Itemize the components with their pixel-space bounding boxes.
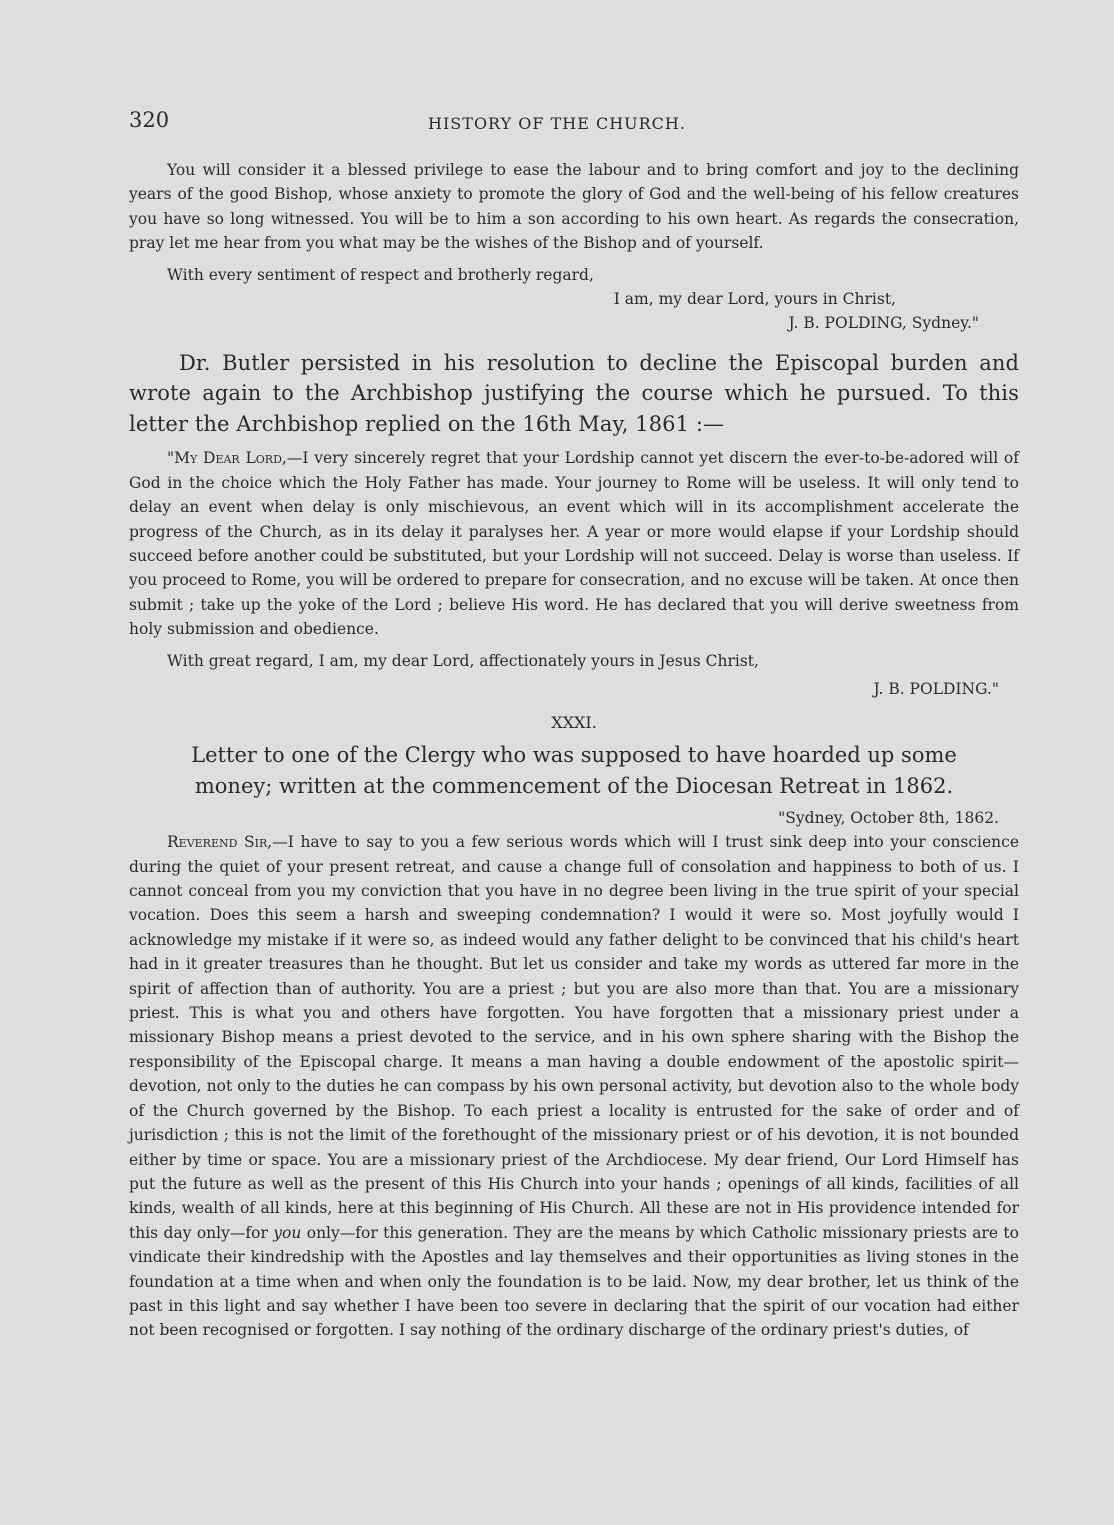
section-title: Letter to one of the Clergy who was supposed to have hoarded up some money; written at the commencement of the Diocesan Retreat in 1862. (191, 742, 957, 798)
letter2-text: —I very sincerely regret that your Lordship cannot yet discern the ever-to-be-adored will of God in the choice which the Holy Father has made. Your journey to Rome will be useless. It will only tend to delay an event when delay is only mischievous, an event which will in its accomplishment accelerate the progress of the Church, as in its delay it paralyses her. A year or more would elapse if your Lordship should succeed before another could be substituted, but your Lordship will not succeed. Delay is worse than useless. If you proceed to Rome, you will be ordered to prepare for consecration, and no excuse will be taken. At once then submit ; take up the yoke of the Lord ; believe His word. He has declared that you will derive sweetness from holy submission and obedience. (129, 449, 1019, 639)
page-body (129, 158, 1019, 1343)
emphasis-you: you (273, 1223, 302, 1242)
letter1-paragraph: You will consider it a blessed privilege to ease the labour and to bring comfort and joy to the declining years of the good Bishop, whose anxiety to promote the glory of God and the well-being of his fellow creatures you have so long witnessed. You will be to him a son according to his own heart. As regards the consecration, pray let me hear from you what may be the wishes of the Bishop and of yourself. (129, 161, 1019, 253)
letter3-text-a: —I have to say to you a few serious words which will I trust sink deep into your conscience during the quiet of your present retreat, and cause a change full of consolation and happiness to both of us. I cannot conceal from you my conviction that you have in no degree been living in the true spirit of your special vocation. Does this seem a harsh and sweeping condemnation? I would it were so. Most joyfully would I acknowledge my mistake if it were so, as indeed would any father delight to be convinced that his child's heart had in it greater treasures than he thought. But let us consider and take my words as uttered far more in the spirit of affection than of authority. You are a priest ; but you are also more than that. You are a missionary priest. This is what you and others have forgotten. You have forgotten that a missionary priest under a missionary Bishop means a priest devoted to the service, and in his own sphere sharing with the Bishop the responsibility of the Episcopal charge. It means a man having a double endowment of the apostolic spirit—devotion, not only to the duties he can compass by his own personal activity, but devotion also to the whole body of the Church governed by the Bishop. To each priest a locality is entrusted for the sake of order and of jurisdiction ; this is not the limit of the forethought of the missionary priest or of his devotion, it is not bounded either by time or space. You are a missionary priest of the Archdiocese. My dear friend, Our Lord Himself has put the future as well as the present of this His Church into your hands ; openings of all kinds, facilities of all kinds, wealth of all kinds, here at this beginning of His Church. All these are not in His providence intended for this day only—for (129, 833, 1020, 1242)
section-number: XXXI. (551, 713, 597, 733)
letter2-signature: J. B. POLDING." (873, 680, 999, 698)
letter1-closing: With every sentiment of respect and brotherly regard, (167, 265, 594, 284)
letter1-signature: J. B. POLDING, Sydney." (788, 314, 979, 333)
letter2-body (129, 446, 1019, 641)
letter3-salutation: Reverend Sir, (167, 833, 273, 852)
letter2-closing: With great regard, I am, my dear Lord, affectionately yours in Jesus Christ, (167, 651, 759, 670)
running-title: HISTORY OF THE CHURCH. (428, 114, 686, 133)
letter2-salutation: "My Dear Lord, (167, 449, 287, 468)
page-number: 320 (129, 108, 170, 132)
letter1-sign-line: I am, my dear Lord, yours in Christ, (613, 290, 896, 309)
letter3-dateline: "Sydney, October 8th, 1862. (778, 808, 999, 827)
letter3-text-b: only—for this generation. They are the means by which Catholic missionary priests are to vindicate their kindredship with the Apostles and lay themselves and their opportunities as living stones in the foundation at a time when and when only the foundation is to be laid. Now, my dear brother, let us think of the past in this light and say whether I have been too severe in declaring that the spirit of our vocation had either not been recognised or forgotten. I say nothing of the ordinary discharge of the ordinary priest's duties, of (129, 1223, 1019, 1340)
narrative-paragraph: Dr. Butler persisted in his resolution to decline the Episcopal burden and wrote again to the Archbishop justifying the course which he pursued. To this letter the Archbishop replied on the 16th May, 1861 :— (129, 350, 1019, 436)
letter3-body (129, 830, 1019, 1343)
